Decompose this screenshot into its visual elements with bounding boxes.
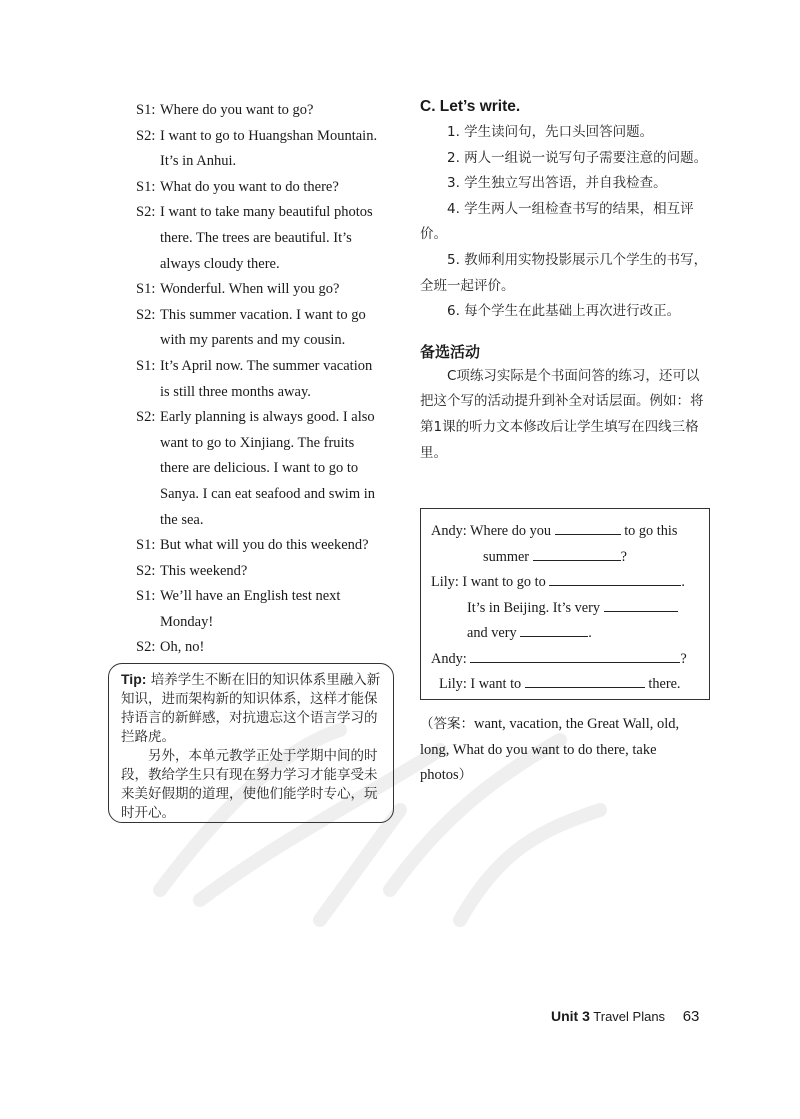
- tip-box: [108, 663, 394, 823]
- fill-blank[interactable]: [604, 597, 678, 612]
- section-c-steps: [420, 120, 712, 325]
- alt-activity-title: 备选活动: [420, 342, 481, 361]
- dialogue-turn: [136, 354, 406, 405]
- dialogue-line: [136, 226, 406, 252]
- fill-text: summer: [483, 548, 530, 565]
- answer-open: （答案：: [420, 716, 474, 732]
- dialogue-text: the sea.: [160, 511, 204, 528]
- fill-text: .: [588, 625, 592, 641]
- step-item: 4. 学生两人一组检查书写的结果，相互评价。: [420, 200, 694, 243]
- step-item: 6. 每个学生在此基础上再次进行改正。: [447, 303, 681, 320]
- fill-line: [431, 545, 703, 571]
- dialogue-line: [136, 303, 406, 329]
- dialogue-turn: [136, 98, 406, 124]
- fill-line: [431, 570, 703, 596]
- dialogue-text: with my parents and my cousin.: [160, 332, 346, 349]
- fill-text: ?: [620, 548, 627, 565]
- dialogue-line: [136, 482, 406, 508]
- dialogue-line: [136, 635, 406, 661]
- speaker-label: S1:: [136, 537, 156, 554]
- dialogue-text: there are delicious. I want to go to: [160, 460, 359, 477]
- tip-paragraph-1: 培养学生不断在旧的知识体系里融入新知识，进而架构新的知识体系，这样才能保持语言的新鲜感，对抗遗忘这个语言学习的拦路虎。: [121, 672, 381, 745]
- dialogue-text: What do you want to do there?: [160, 178, 339, 195]
- speaker-label: S2:: [136, 306, 156, 323]
- dialogue-text: I want to go to Huangshan Mountain.: [160, 127, 378, 144]
- fill-blank[interactable]: [555, 520, 621, 535]
- dialogue-text: Where do you want to go?: [160, 102, 314, 118]
- speaker-label: S2:: [136, 204, 156, 221]
- answer-text: want, vacation, the Great Wall, old, long, What do you want to do there, take photos: [420, 716, 680, 784]
- dialogue-text: Early planning is always good. I also: [160, 409, 375, 426]
- fill-text: and very: [467, 625, 517, 641]
- fill-text: Lily: I want to go to: [431, 574, 546, 590]
- dialogue-line: [136, 559, 406, 585]
- tip-label: Tip:: [121, 671, 147, 687]
- dialogue-text: Monday!: [160, 613, 214, 630]
- fill-blank[interactable]: [470, 648, 680, 663]
- speaker-label: S2:: [136, 127, 156, 144]
- dialogue-text: I want to take many beautiful photos: [160, 204, 373, 221]
- dialogue-turn: [136, 200, 406, 277]
- fill-in-dialogue-box: [420, 508, 710, 700]
- answer-close: ）: [458, 767, 473, 784]
- fill-text: Andy: Where do you: [431, 523, 552, 539]
- fill-blank[interactable]: [525, 673, 645, 688]
- fill-blank[interactable]: [549, 571, 681, 586]
- fill-text: ?: [680, 650, 687, 667]
- fill-line: [431, 647, 703, 673]
- dialogue-line: [136, 533, 406, 559]
- dialogue-line: [136, 584, 406, 610]
- step-item: 3. 学生独立写出答语，并自我检查。: [447, 175, 667, 192]
- dialogue-text: want to go to Xinjiang. The fruits: [160, 434, 355, 451]
- dialogue-turn: [136, 584, 406, 635]
- dialogue-text: This weekend?: [160, 562, 248, 579]
- fill-text: It’s in Beijing. It’s very: [467, 599, 601, 616]
- dialogue-text: Wonderful. When will you go?: [160, 281, 340, 298]
- dialogue-line: [136, 354, 406, 380]
- dialogue-line: [136, 456, 406, 482]
- dialogue-line: [136, 175, 406, 201]
- fill-text: Lily: I want to: [439, 676, 522, 692]
- dialogue-turn: [136, 124, 406, 175]
- dialogue-line: [136, 431, 406, 457]
- dialogue-line: [136, 508, 406, 534]
- dialogue-turn: [136, 175, 406, 201]
- dialogue-line: [136, 124, 406, 150]
- dialogue-turn: [136, 533, 406, 559]
- dialogue-line: [136, 610, 406, 636]
- speaker-label: S1:: [136, 588, 156, 605]
- dialogue-turn: [136, 277, 406, 303]
- step-item: 1. 学生读问句，先口头回答问题。: [447, 124, 654, 140]
- fill-line: [431, 672, 703, 698]
- page-footer: [551, 1008, 699, 1025]
- dialogue-line: [136, 98, 406, 124]
- speaker-label: S1:: [136, 357, 156, 374]
- speaker-label: S2:: [136, 409, 156, 426]
- alt-activity-text: C项练习实际是个书面问答的练习，还可以把这个写的活动提升到补全对话层面。例如：将第1课的听力文本修改后让学生填写在四线三格里。: [420, 367, 704, 461]
- dialogue-turn: [136, 405, 406, 533]
- dialogue-text: there. The trees are beautiful. It’s: [160, 229, 352, 246]
- footer-title: Travel Plans: [593, 1009, 666, 1024]
- speaker-label: S1:: [136, 102, 156, 118]
- dialogue-text: Sanya. I can eat seafood and swim in: [160, 485, 376, 502]
- speaker-label: S2:: [136, 562, 156, 579]
- page-number: 63: [682, 1008, 700, 1025]
- step-item: 5. 教师利用实物投影展示几个学生的书写，全班一起评价。: [420, 251, 708, 294]
- dialogue-line: [136, 200, 406, 226]
- dialogue-text: It’s April now. The summer vacation: [160, 357, 373, 374]
- speaker-label: S1:: [136, 178, 156, 195]
- right-column: [420, 98, 712, 466]
- dialogue-text: is still three months away.: [160, 383, 311, 400]
- fill-blank[interactable]: [520, 622, 588, 637]
- fill-line: [431, 519, 703, 545]
- dialogue-text: always cloudy there.: [160, 255, 280, 272]
- answer-key: [420, 712, 712, 789]
- fill-text: Andy:: [431, 650, 467, 667]
- dialogue-turn: [136, 303, 406, 354]
- fill-text: .: [681, 574, 685, 590]
- dialogue-text: It’s in Anhui.: [160, 153, 237, 170]
- dialogue-line: [136, 380, 406, 406]
- section-c-title: C. Let’s write.: [420, 98, 521, 115]
- dialogue-text: This summer vacation. I want to go: [160, 306, 366, 323]
- dialogue-text: We’ll have an English test next: [160, 588, 341, 605]
- dialogue-turn: [136, 635, 406, 661]
- fill-text: to go this: [624, 523, 678, 539]
- dialogue-line: [136, 252, 406, 278]
- step-item: 2. 两人一组说一说写句子需要注意的问题。: [447, 149, 708, 166]
- dialogue-line: [136, 405, 406, 431]
- tip-paragraph-2: 另外，本单元教学正处于学期中间的时段，教给学生只有现在努力学习才能享受未来美好假期的道理，使他们能学时专心，玩时开心。: [121, 748, 378, 821]
- dialogue-line: [136, 149, 406, 175]
- speaker-label: S2:: [136, 639, 156, 656]
- dialogue-line: [136, 277, 406, 303]
- fill-line: [431, 596, 703, 622]
- dialogue-text: But what will you do this weekend?: [160, 537, 369, 554]
- fill-text: there.: [648, 676, 681, 692]
- dialogue-turn: [136, 559, 406, 585]
- fill-line: [431, 621, 703, 647]
- footer-unit: Unit 3: [551, 1008, 590, 1024]
- dialogue-line: [136, 328, 406, 354]
- dialogue-text: Oh, no!: [160, 639, 205, 656]
- speaker-label: S1:: [136, 281, 156, 298]
- fill-blank[interactable]: [533, 546, 621, 561]
- dialogue-column: [136, 98, 406, 661]
